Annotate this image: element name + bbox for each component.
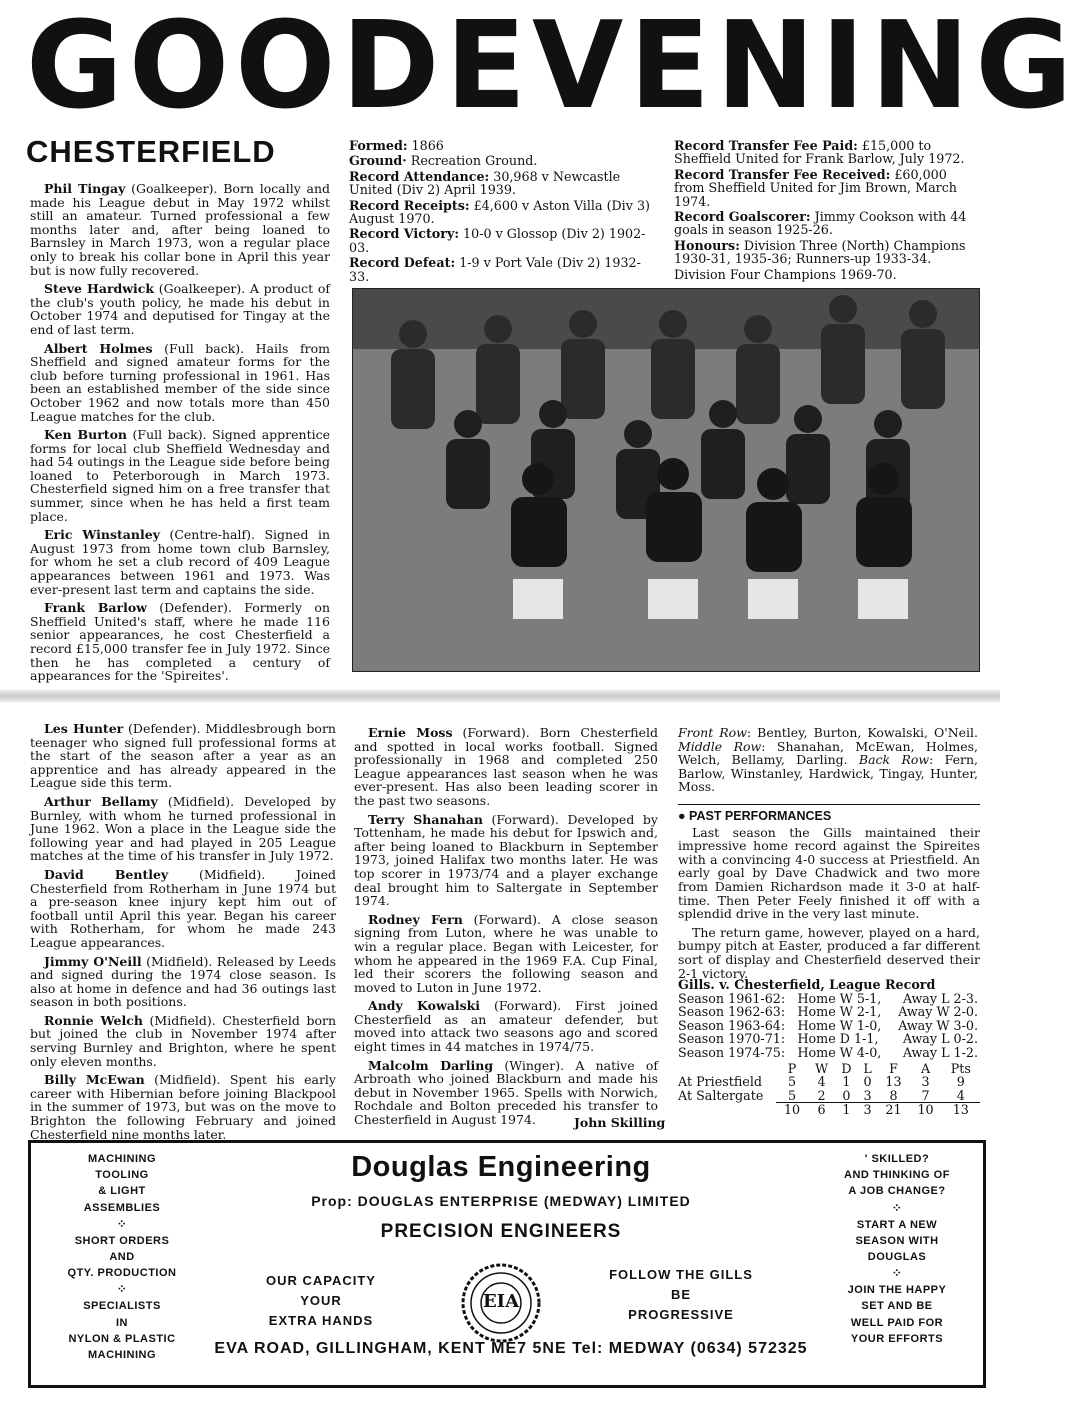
record-value: 2 [817,1087,826,1103]
record-value: 9 [956,1074,965,1090]
record-value: 0 [863,1074,872,1090]
advert-line: MACHINING [87,1349,157,1362]
record-value: Pts [950,1060,971,1076]
advert-line: QTY. PRODUCTION [67,1267,177,1280]
record-label [676,1062,776,1076]
season-cell: Home W 1-0, [797,1017,882,1033]
season-cell: Away L 2-3. [902,990,978,1006]
advert-line: JOIN THE HAPPY [847,1284,947,1297]
advert-line: YOUR [300,1293,342,1308]
advert-line: SPECIALISTS [83,1300,161,1313]
record-value: 10 [776,1103,808,1117]
record-value: 4 [956,1087,965,1103]
record-value: 0 [842,1087,851,1103]
team-photo [352,288,980,672]
past-para: The return game, however, played on a hard, bumpy pitch at Easter, produced a far different sort of display and Chesterfield deserved their 2-1 victory. [678,924,980,981]
record-label [676,1103,776,1117]
advert-follow [591,1265,771,1325]
advert-line: START A NEW [856,1218,938,1231]
fact: Honours: Division Three (North) Champions 1930-31, 1935-36; Runners-up 1933-34. [674,237,966,267]
advert-line: ASSEMBLIES [83,1201,161,1214]
profiles-bottom-mid [354,726,658,1132]
divider [678,804,980,805]
record-value: 1 [835,1103,858,1117]
record-header-row [676,1062,980,1076]
profile: Ronnie Welch (Midfield). Chesterfield born but joined the club in November 1974 after serving Burnley and Brighton, where he spent only eleven months. [30,1012,337,1069]
fact: Record Attendance: 30,968 v Newcastle United (Div 2) April 1939. [349,168,621,198]
season-cell: Season 1961-62: [678,990,786,1006]
league-record [676,978,980,1117]
advert-prop: Prop: DOUGLAS ENTERPRISE (MEDWAY) LIMITED [311,1193,691,1209]
advert-douglas-engineering [28,1140,986,1388]
profile: Frank Barlow (Defender). Formerly on Sheffield United's staff, where he made 116 senior appearances, he cost Chesterfield a record £15,000 transfer fee in July 1972. Since then he has completed a century of appearances for the 'Spireites'. [30,600,330,684]
separator-icon: ⁘ [116,1282,128,1297]
masthead [26,0,1078,136]
record-row [676,1089,980,1103]
season-cell: Home W 5-1, [797,990,882,1006]
advert-line: AND [109,1251,135,1264]
record-value: 4 [817,1074,826,1090]
record-value: 3 [863,1087,872,1103]
past-performances-heading: ● PAST PERFORMANCES [678,809,832,823]
profile: Ken Burton (Full back). Signed apprentice forms for local club Sheffield Wednesday and had 54 outings in the League side before being loaned to Peterborough in March 1973. Chesterfield signed him on a free transfer that summer, since when he has held a first team place. [30,427,330,524]
advert-line: & LIGHT [98,1185,146,1198]
season-cell: Away L 1-2. [902,1044,978,1060]
advert-address: EVA ROAD, GILLINGHAM, KENT ME7 5NE Tel: MEDWAY (0634) 572325 [214,1340,808,1357]
profile: Steve Hardwick (Goalkeeper). A product of the club's youth policy, he made his debut in October 1974 and deputised for Tingay at the end of last term. [30,281,330,337]
record-value: 10 [910,1103,942,1117]
advert-line: BE [670,1287,692,1302]
record-value: 21 [877,1103,909,1117]
eia-logo [459,1261,543,1345]
record-value: 13 [942,1103,980,1117]
masthead-word-evening: EVENING [445,0,1078,136]
advert-line: NYLON & PLASTIC [68,1332,176,1345]
league-record-heading: Gills. v. Chesterfield, League Record [678,977,936,992]
advert-line: A JOB CHANGE? [848,1185,946,1198]
advert-line: ' SKILLED? [864,1153,930,1165]
fact: Division Four Champions 1969-70. [674,266,897,282]
advert-line: TOOLING [95,1169,149,1182]
profile: Arthur Bellamy (Midfield). Developed by Burnley, with whom he turned professional in June 1962. Won a place in the League side the following year and had played in 205 League matches at the time of his transfer in July 1972. [30,793,337,864]
profile: Rodney Fern (Forward). A close season signing from Luton, where he was unable to win a regular place. Began with Leicester, for whom he appeared in the 1969 F.A. Cup Final, led their scorers the following season and moved to Luton in June 1972. [354,911,658,995]
advert-left-column [47,1151,197,1363]
record-value: 5 [787,1074,797,1090]
season-cell: Home D 1-1, [797,1031,879,1047]
season-cell: Home W 2-1, [797,1004,882,1020]
club-facts-mid [349,139,654,285]
season-cell: Season 1970-71: [678,1031,786,1047]
record-value: 6 [808,1103,835,1117]
photo-caption: Front Row: Bentley, Burton, Kowalski, O'Neil. Middle Row: Shanahan, McEwan, Holmes, Welch, Bellamy, Darling. Back Row: Fern, Barlow, Winstanley, Hardwick, Tingay, Hunter, Moss. [678,725,978,795]
fact: Ground· Recreation Ground. [349,153,538,169]
profile: Andy Kowalski (Forward). First joined Chesterfield as an amateur defender, but moved into attack two seasons ago and scored eight times in 44 matches in 1974/75. [354,998,659,1055]
club-title: CHESTERFIELD [26,134,276,169]
fact: Formed: 1866 [349,138,444,153]
record-value: 3 [921,1074,930,1090]
season-cell: Home W 4-0, [797,1044,882,1060]
advert-line: WELL PAID FOR [850,1316,944,1329]
season-cell: Season 1974-75: [678,1044,786,1060]
advert-line: OUR CAPACITY [266,1273,376,1288]
profile: Malcolm Darling (Winger). A native of Arbroath who joined Blackburn and made his debut in November 1965. Spells with Norwich, Rochdale and Bolton preceded his transfer to Chesterfield in August 1974. [354,1057,659,1128]
record-value: 3 [858,1103,878,1117]
team-photo-illustration [353,289,979,671]
byline: John Skilling [574,1115,666,1130]
record-value: 5 [787,1087,797,1103]
fact: Record Transfer Fee Received: £60,000 from Sheffield United for Jim Brown, March 1974. [674,166,957,209]
season-cell: Away W 2-0. [898,1004,978,1020]
advert-line: SHORT ORDERS [74,1234,170,1247]
advert-title: Douglas Engineering [351,1151,651,1183]
page-fold [0,689,1000,703]
separator-icon: ⁘ [891,1266,903,1281]
masthead-word-good: GOOD [26,0,446,136]
fact: Record Defeat: 1-9 v Port Vale (Div 2) 1932-33. [349,255,641,284]
record-totals-row [676,1103,980,1117]
profiles-bottom-left [30,722,336,1146]
profile: Jimmy O'Neill (Midfield). Released by Leeds and signed during the 1974 close season. Is also at home in defence and had 36 outings last season in both positions. [30,953,336,1010]
club-facts-right [674,139,978,283]
profile: Albert Holmes (Full back). Hails from Sheffield and signed amateur forms for the club before turning professional in 1961. Has been an established member of the side since October 1962 and now totals more than 450 League matches for the club. [30,340,330,424]
advert-capacity [231,1271,411,1331]
record-value: F [889,1060,898,1076]
advert-line: MACHINING [87,1153,157,1165]
profile: Terry Shanahan (Forward). Developed by Tottenham, he made his debut for Ipswich and, after being loaned to Blackburn in September 1973, joined Halifax two months later. He was top scorer in 1973/74 and a player exchange deal brought him to Saltergate in September 1974. [354,811,658,909]
record-value: 13 [885,1074,902,1090]
separator-icon: ⁘ [891,1200,903,1215]
season-row [676,1005,980,1019]
season-cell: Away L 0-2. [902,1031,978,1047]
advert-right-column [817,1151,977,1347]
seasons-table [676,992,980,1060]
advert-line: DOUGLAS [867,1251,927,1264]
record-value: 8 [889,1087,898,1103]
record-value: A [920,1060,931,1076]
advert-line: FOLLOW THE GILLS [609,1267,753,1282]
profiles-top-left [30,182,330,688]
profile: Les Hunter (Defender). Middlesbrough born teenager who signed full professional forms at the start of the season after a year as an apprentice and has already appeared in the League side this term. [30,721,336,791]
advert-line: IN [116,1316,128,1329]
record-value: W [815,1060,829,1076]
season-row [676,1019,980,1033]
season-cell: Away W 3-0. [898,1017,978,1033]
season-row [676,1032,980,1046]
fact: Record Victory: 10-0 v Glossop (Div 2) 1902-03. [349,226,646,255]
record-value: L [863,1060,872,1076]
profile: Phil Tingay (Goalkeeper). Born locally and made his League debut in May 1972 whilst still an amateur. Turned professional a few months later and, after being loaned to Barnsley in March 1973, won a regular place only to break his collar bone in April this year but is now fully recovered. [30,181,330,278]
totals-table [676,1062,980,1117]
fact: Record Transfer Fee Paid: £15,000 to Sheffield United for Frank Barlow, July 1972. [674,138,965,167]
profile: David Bentley (Midfield). Joined Chesterfield from Rotherham in June 1974 but a pre-season knee injury kept him out of football until April this year. Began his career with Rotherham, for whom he made 243 League appearances. [30,866,336,950]
record-value: P [787,1060,797,1076]
advert-precision: PRECISION ENGINEERS [380,1221,622,1242]
season-row [676,992,980,1006]
profile: Eric Winstanley (Centre-half). Signed in August 1973 from home town club Barnsley, for whom he set a club record of 409 League appearances between 1961 and 1973. Was ever-present last term and captains the side. [30,527,330,597]
past-performances [678,810,980,985]
eia-logo-text: EIA [482,1291,520,1312]
fact: Record Receipts: £4,600 v Aston Villa (Div 3) August 1970. [349,197,650,227]
advert-line: SEASON WITH [855,1234,939,1247]
record-label: At Saltergate [678,1088,764,1103]
season-row [676,1046,980,1060]
separator-icon: ⁘ [116,1216,128,1231]
profile: Billy McEwan (Midfield). Spent his early career with Hibernian before joining Blackpool in the summer of 1973, but was on the move to Brighton the following February and joined Chesterfield nine months later. [30,1072,336,1142]
advert-line: YOUR EFFORTS [850,1332,944,1345]
record-value: D [841,1060,852,1076]
bullet-icon: ● [678,809,686,823]
record-value: 7 [921,1087,930,1103]
advert-line: AND THINKING OF [844,1169,950,1182]
profile: Ernie Moss (Forward). Born Chesterfield and spotted in local works football. Signed professionally in 1968 and completed 250 League appearances last season when he was ever-present. Has also been leading scorer in the past two seasons. [354,725,658,808]
fact: Record Goalscorer: Jimmy Cookson with 44 goals in season 1925-26. [674,209,967,238]
record-row [676,1075,980,1089]
advert-line: SET AND BE [861,1300,933,1313]
advert-line: PROGRESSIVE [628,1307,734,1322]
record-label: At Priestfield [678,1074,762,1090]
advert-line: EXTRA HANDS [268,1313,374,1328]
season-cell: Season 1963-64: [678,1017,786,1033]
past-para: Last season the Gills maintained their impressive home record against the Spireites with a convincing 4-0 success at Priestfield. An early goal by Dave Chadwick and two more from Damien Richardson made it 3-0 at half-time. Then Peter Feely finished it off with a splendid drive in the very last minute. [678,824,980,922]
record-value: 1 [842,1074,851,1090]
season-cell: Season 1962-63: [678,1004,786,1020]
